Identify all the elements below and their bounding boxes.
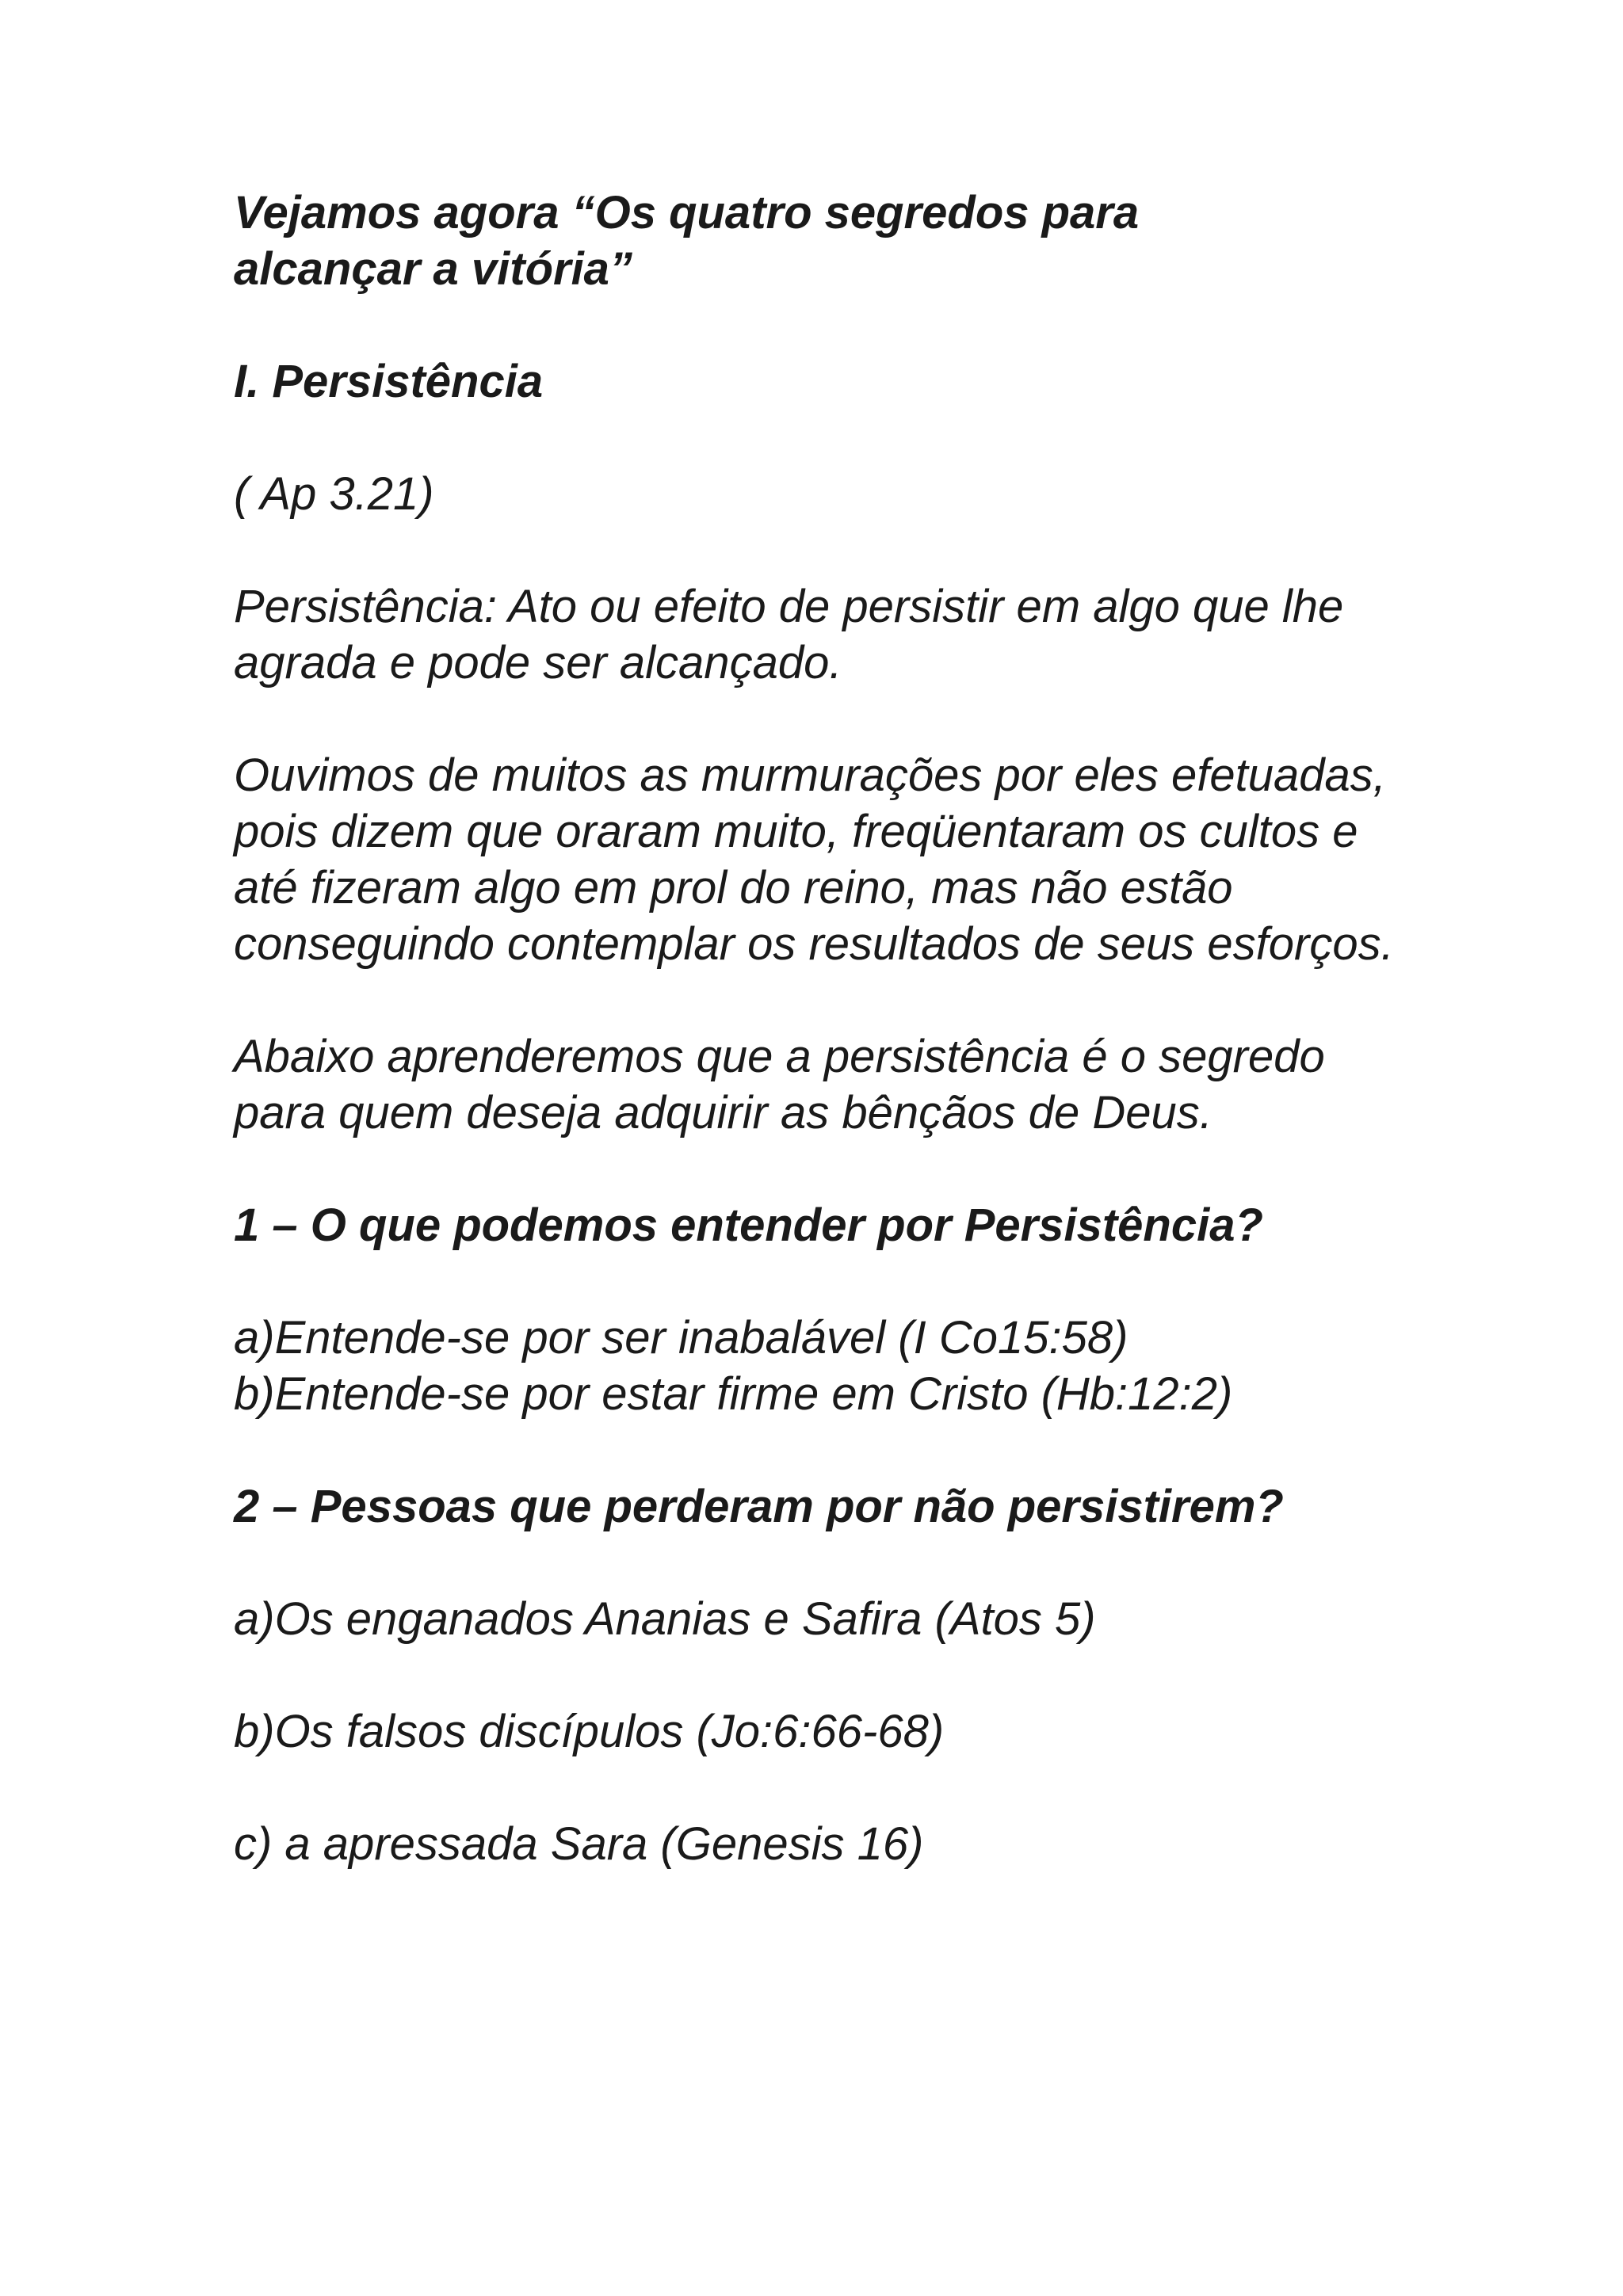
title-line-1: Vejamos agora “Os quatro segredos para bbox=[234, 187, 1140, 238]
document-title bbox=[234, 185, 1423, 297]
list-item: b)Entende-se por estar firme em Cristo (Hb:12:2) bbox=[234, 1368, 1233, 1420]
list-item: c) a apressada Sara (Genesis 16) bbox=[234, 1818, 924, 1870]
section-heading: I. Persistência bbox=[234, 356, 544, 407]
question-2-heading: 2 – Pessoas que perderam por não persistirem? bbox=[234, 1481, 1284, 1532]
definition-paragraph: Persistência: Ato ou efeito de persistir em algo que lhe agrada e pode ser alcançado. bbox=[234, 581, 1344, 688]
question-1-list bbox=[234, 1310, 1423, 1422]
scripture-reference: ( Ap 3.21) bbox=[234, 468, 434, 520]
list-item: b)Os falsos discípulos (Jo:6:66-68) bbox=[234, 1706, 945, 1757]
list-item: a)Entende-se por ser inabalável (I Co15:58) bbox=[234, 1312, 1128, 1363]
question-1-heading: 1 – O que podemos entender por Persistência? bbox=[234, 1199, 1263, 1251]
title-line-2: alcançar a vitória” bbox=[234, 243, 632, 295]
document-body bbox=[234, 185, 1423, 1872]
persistence-secret-paragraph: Abaixo aprenderemos que a persistência é o segredo para quem deseja adquirir as bênçãos de Deus. bbox=[234, 1031, 1325, 1138]
complaints-paragraph: Ouvimos de muitos as murmurações por eles efetuadas, pois dizem que oraram muito, freqüentaram os cultos e até fizeram algo em prol do reino, mas não estão conseguindo contemplar os resultados de seus esforços. bbox=[234, 749, 1394, 970]
list-item: a)Os enganados Ananias e Safira (Atos 5) bbox=[234, 1593, 1096, 1645]
